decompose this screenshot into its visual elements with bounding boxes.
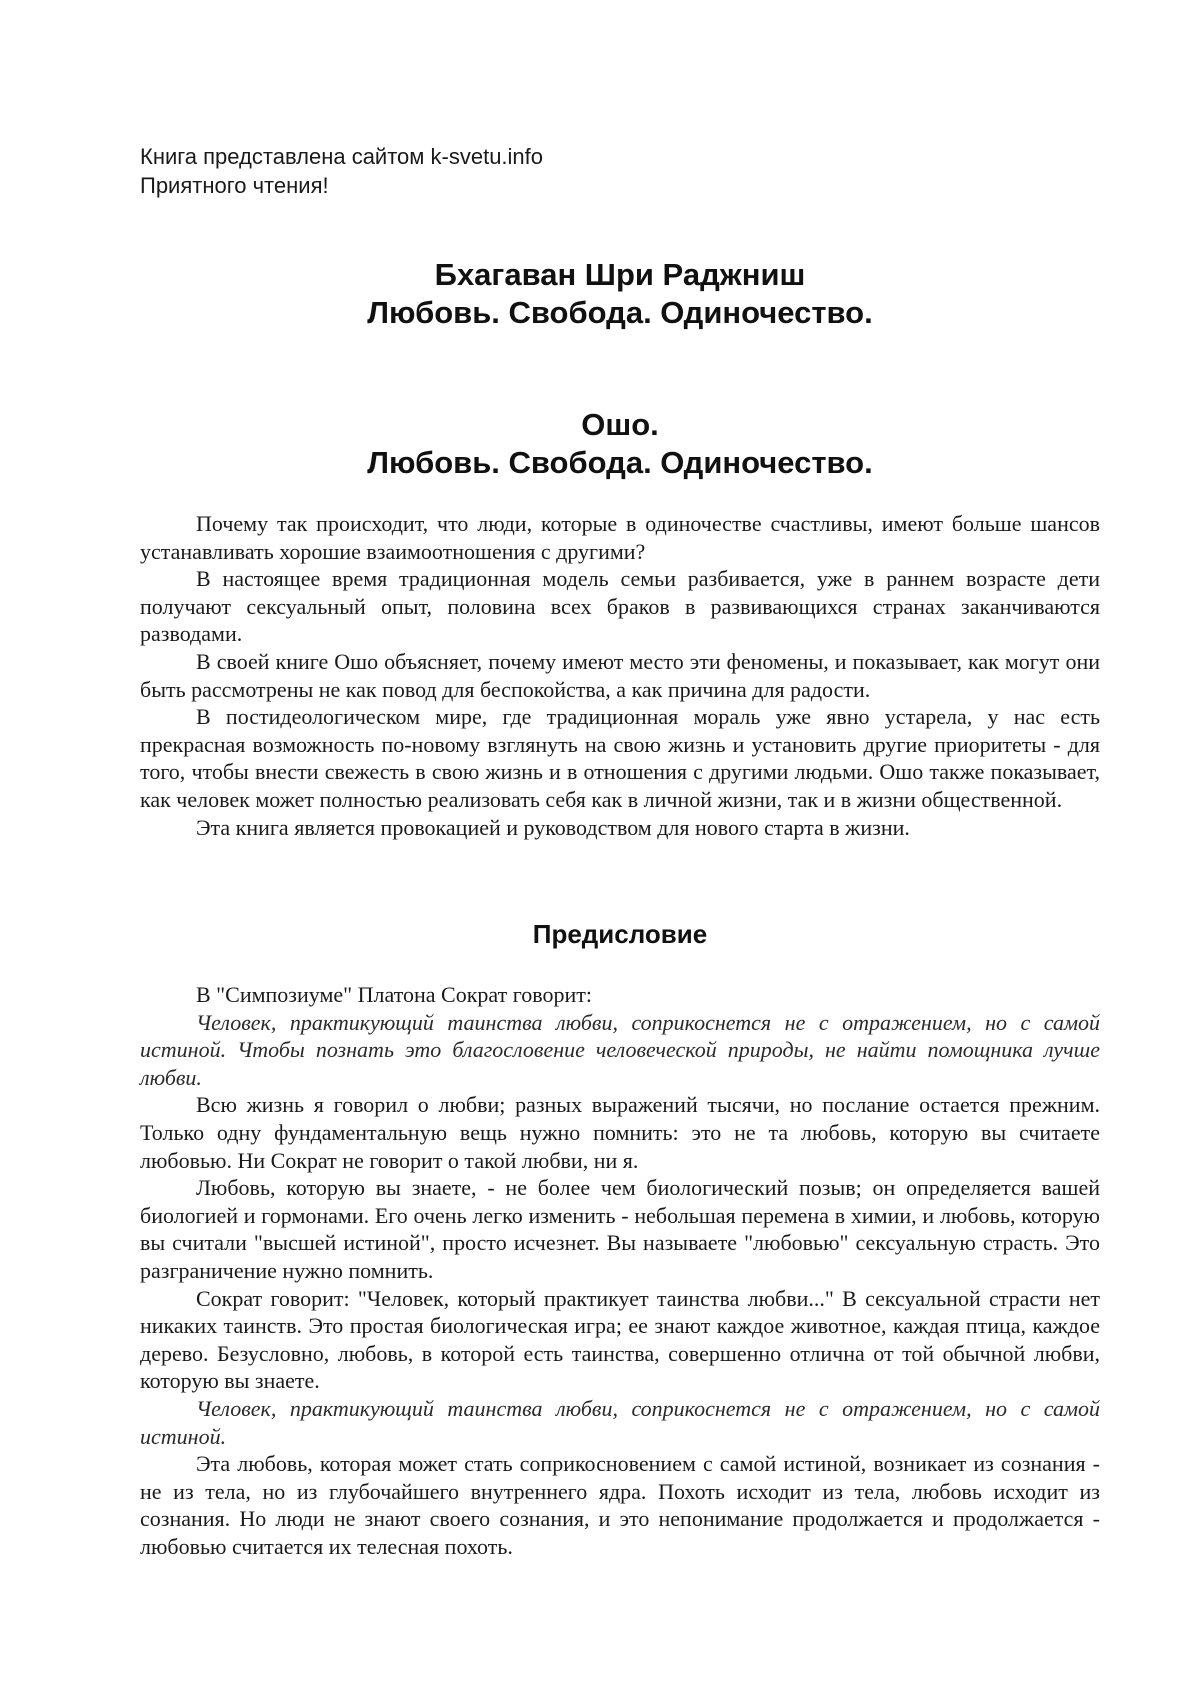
annotation-paragraph: В постидеологическом мире, где традиционная мораль уже явно устарела, у нас есть прекрасная возможность по-новому взглянуть на свою жизнь и установить другие приоритеты - для того, чтобы внести свежесть в свою жизнь и в отношения с другими людьми. Ошо также показывает, как человек может полностью реализовать себя как в личной жизни, так и в жизни общественной.	[140, 704, 1100, 812]
annotation-paragraph: Эта книга является провокацией и руководством для нового старта в жизни.	[196, 814, 910, 840]
plato-quote: Человек, практикующий таинства любви, соприкоснется не с отражением, но с самой истиной. Чтобы познать это благословение человеческой природы, не найти помощника лучше любви.	[140, 1009, 1100, 1090]
foreword-paragraph: Эта любовь, которая может стать соприкосновением с самой истиной, возникает из сознания - не из тела, но из глубочайшего внутреннего ядра. Похоть исходит из тела, любовь исходит из сознания. Но люди не знают своего сознания, и это непонимание продолжается и продолжается - любовью считается их телесная похоть.	[140, 1451, 1100, 1559]
annotation	[140, 510, 1100, 841]
book-subtitle-name: Любовь. Свобода. Одиночество.	[367, 445, 873, 480]
foreword-heading: Предисловие	[532, 919, 708, 949]
annotation-paragraph: Почему так происходит, что люди, которые в одиночестве счастливы, имеют больше шансов устанавливать хорошие взаимоотношения с другими?	[140, 511, 1100, 564]
annotation-paragraph: В настоящее время традиционная модель семьи разбивается, уже в раннем возрасте дети получают сексуальный опыт, половина всех браков в развивающихся странах заканчиваются разводами.	[140, 566, 1100, 647]
foreword-paragraph: В "Симпозиуме" Платона Сократ говорит:	[196, 982, 592, 1007]
book-title-name: Любовь. Свобода. Одиночество.	[367, 295, 873, 330]
plato-quote: Человек, практикующий таинства любви, соприкоснется не с отражением, но с самой истиной.	[140, 1395, 1100, 1449]
book-subtitle	[140, 406, 1100, 482]
foreword-body	[140, 981, 1100, 1560]
foreword-paragraph: Всю жизнь я говорил о любви; разных выражений тысячи, но послание остается прежним. Только одну фундаментальную вещь нужно помнить: это не та любовь, которую вы считаете любовью. Ни Сократ не говорит о такой любви, ни я.	[140, 1092, 1100, 1173]
foreword-paragraph: Сократ говорит: "Человек, который практикует таинства любви..." В сексуальной страсти нет никаких таинств. Это простая биологическая игра; ее знают каждое животное, каждая птица, каждое дерево. Безусловно, любовь, в которой есть таинства, совершенно отлична от той обычной любви, которую вы знаете.	[140, 1285, 1100, 1394]
annotation-paragraph: В своей книге Ошо объясняет, почему имеют место эти феномены, и показывает, как могут они быть рассмотрены не как повод для беспокойства, а как причина для радости.	[140, 648, 1100, 702]
book-title-author: Бхагаван Шри Раджниш	[434, 257, 806, 292]
book-subtitle-author: Ошо.	[581, 407, 659, 442]
foreword-paragraph: Любовь, которую вы знаете, - не более чем биологический позыв; он определяется вашей биологией и гормонами. Его очень легко изменить - небольшая перемена в химии, и любовь, которую вы считали "высшей истиной", просто исчезнет. Вы называете "любовью" сексуальную страсть. Это разграничение нужно помнить.	[140, 1175, 1100, 1283]
greeting-line: Приятного чтения!	[140, 173, 329, 198]
book-title	[140, 256, 1100, 332]
site-note-line: Книга представлена сайтом k-svetu.info	[140, 144, 544, 169]
site-note	[140, 142, 543, 200]
